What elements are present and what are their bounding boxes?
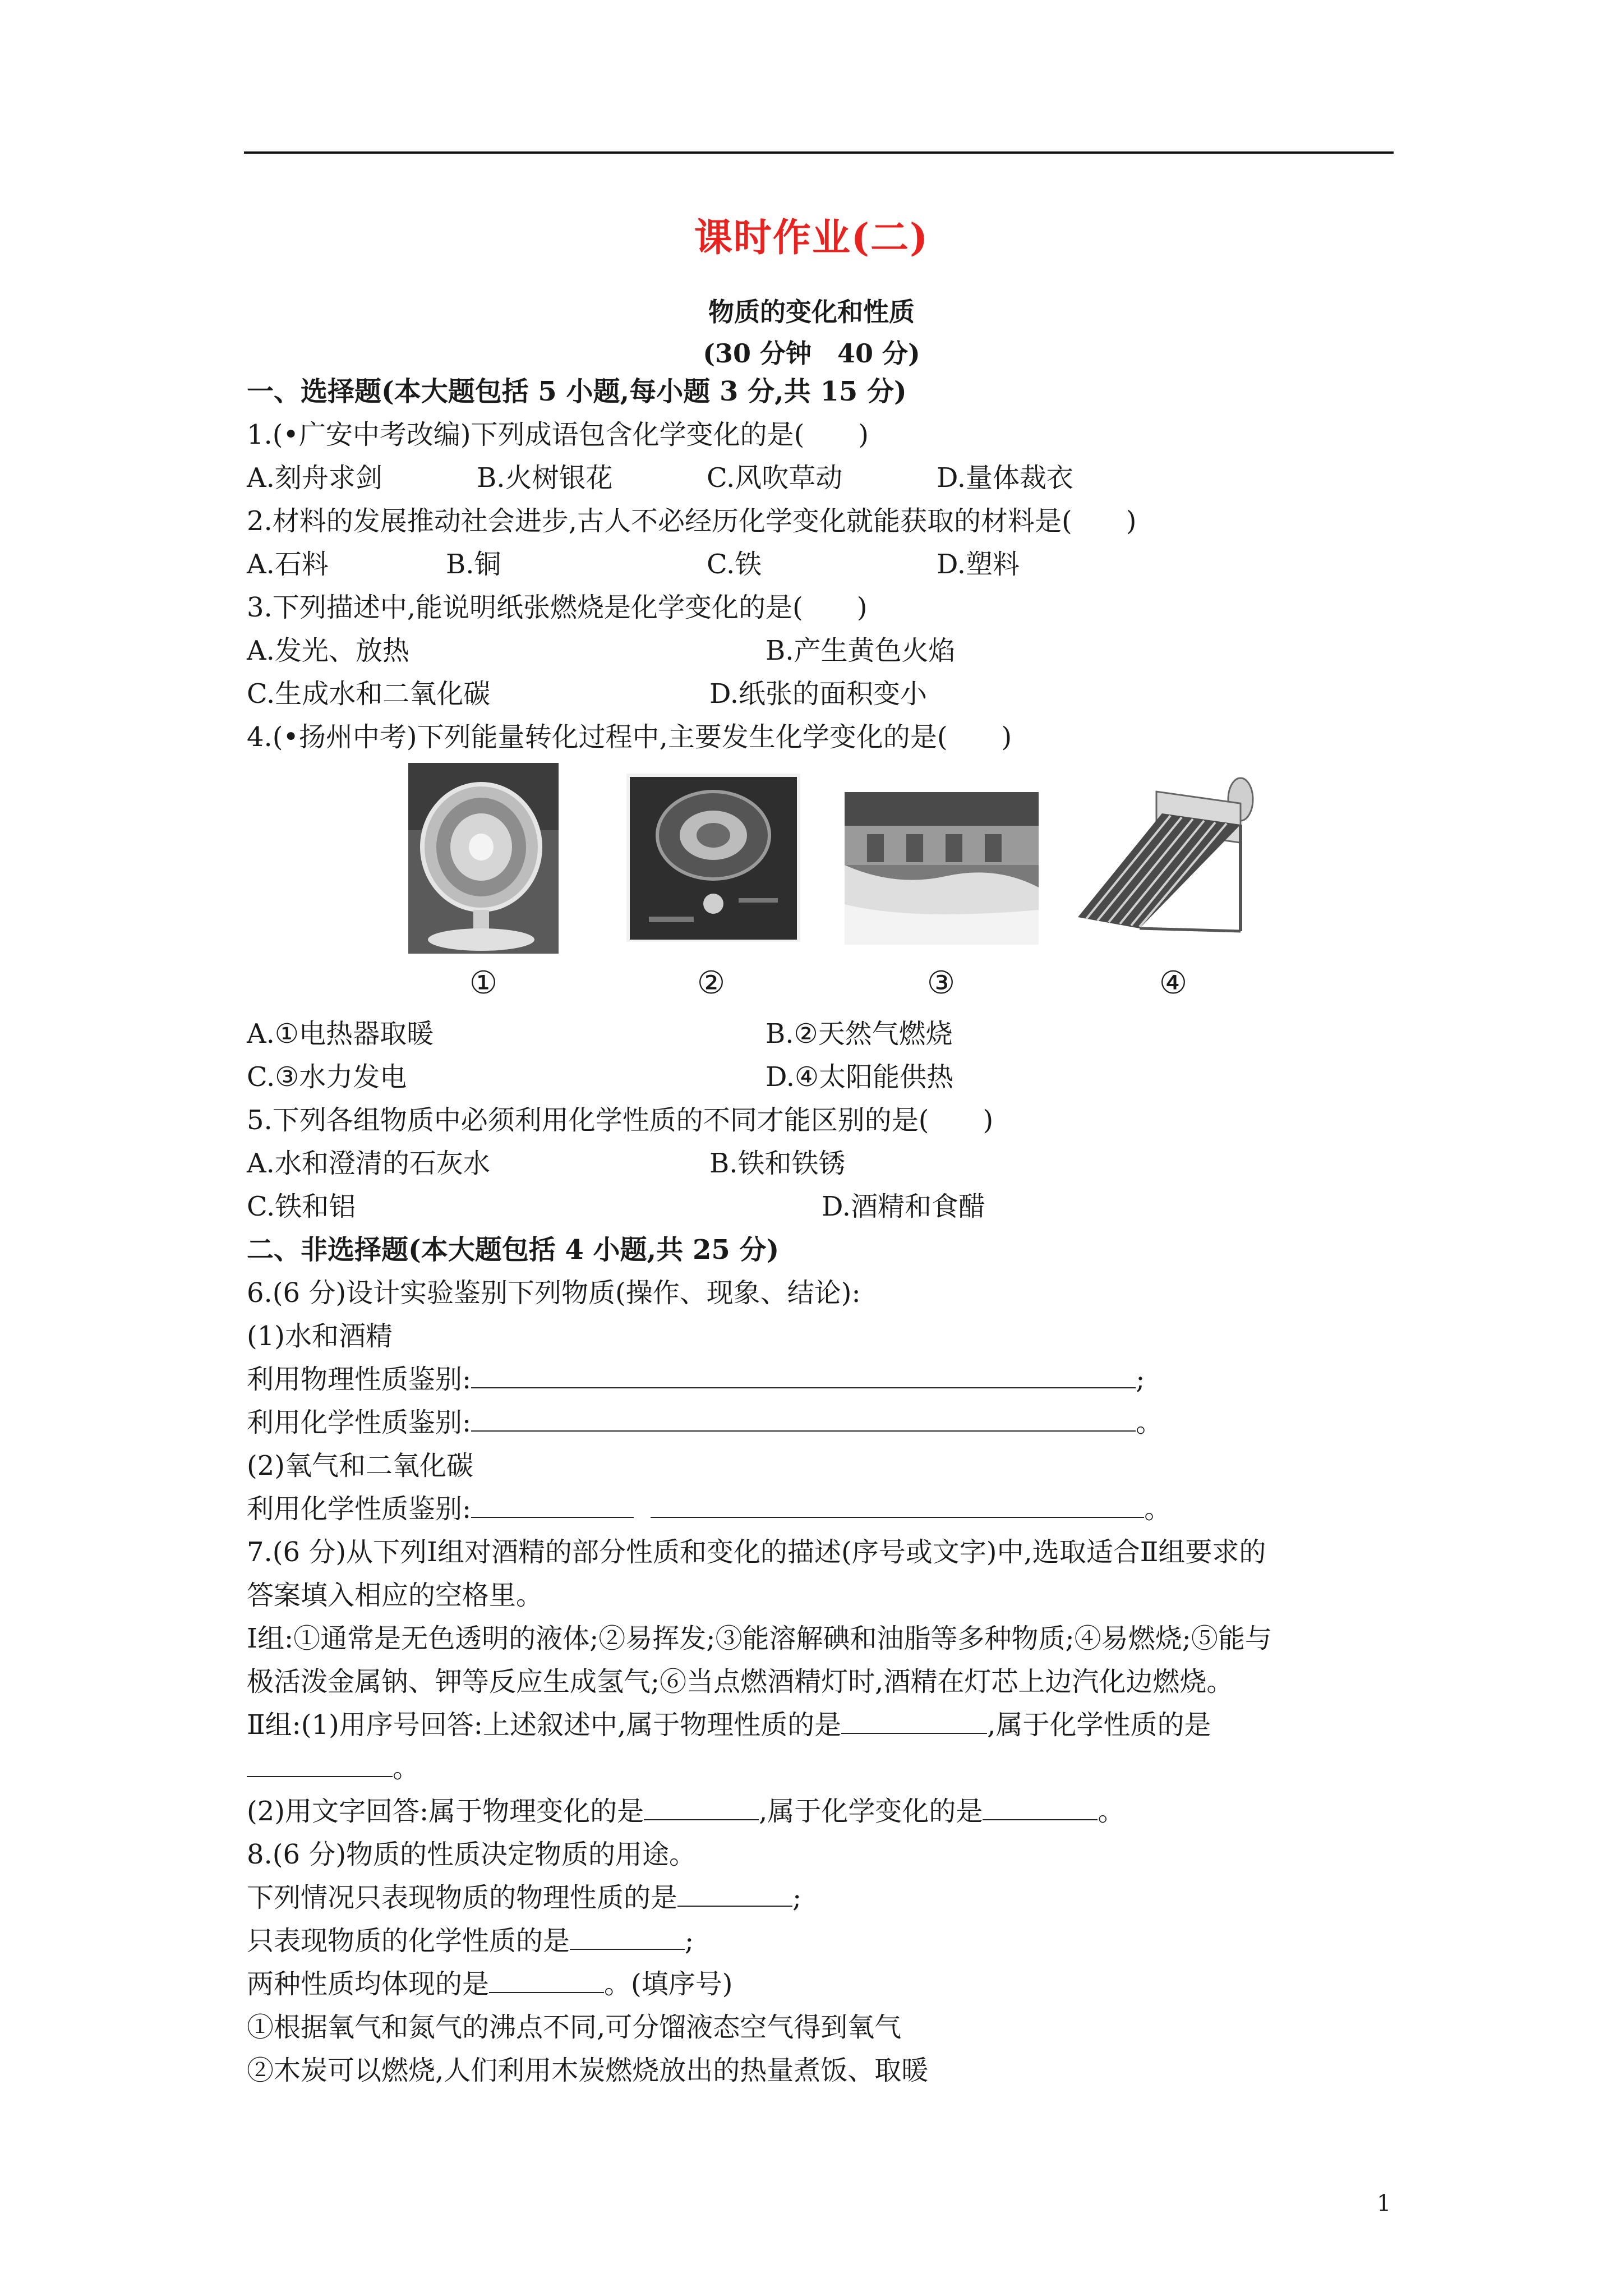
q3-options-ab	[247, 634, 956, 668]
q4-caption-4: ④	[1159, 965, 1188, 1001]
q4-option-a: A.①电热器取暖	[247, 1018, 434, 1050]
q1-option-c: C.风吹草动	[707, 462, 843, 494]
q4-caption-1: ①	[469, 965, 498, 1001]
q6-chemical2-blank-1[interactable]	[471, 1494, 634, 1518]
q2-option-b: B.铜	[446, 549, 501, 580]
header-rule	[244, 151, 1394, 154]
q3-option-a: A.发光、放热	[247, 635, 409, 666]
q6-chemical2-row	[247, 1492, 1171, 1526]
q7-chemical-prop-label: ,属于化学性质的是	[987, 1709, 1211, 1741]
q7-chemical-prop-blank[interactable]	[247, 1754, 393, 1777]
q3-option-c: C.生成水和二氧化碳	[247, 678, 491, 710]
q5-stem: 5.下列各组物质中必须利用化学性质的不同才能区别的是( )	[247, 1105, 994, 1136]
q7-group1-line2: 极活泼金属钠、钾等反应生成氢气;⑥当点燃酒精灯时,酒精在灯芯上边汽化边燃烧。	[247, 1666, 1234, 1697]
q6-physical-answer-blank[interactable]	[471, 1365, 1136, 1388]
q4-options-cd	[247, 1060, 953, 1094]
q6-period: 。	[1136, 1407, 1163, 1438]
q8-item-1: ①根据氧气和氮气的沸点不同,可分馏液态空气得到氧气	[247, 2012, 902, 2043]
q8-physical-label: 下列情况只表现物质的物理性质的是	[247, 1882, 678, 1913]
q8-item-2: ②木炭可以燃烧,人们利用木炭燃烧放出的热量煮饭、取暖	[247, 2055, 929, 2086]
hydropower-dam-image	[845, 792, 1039, 945]
q6-stem: 6.(6 分)设计实验鉴别下列物质(操作、现象、结论):	[247, 1277, 861, 1309]
q6-part1: (1)水和酒精	[247, 1320, 393, 1352]
q5-option-b: B.铁和铁锈	[709, 1148, 846, 1179]
q5-option-d: D.酒精和食醋	[822, 1191, 986, 1222]
q4-options-ab	[247, 1017, 953, 1051]
q1-option-a: A.刻舟求剑	[247, 462, 382, 494]
q8-line1	[247, 1881, 801, 1915]
q7-period-2: 。	[1098, 1796, 1125, 1827]
q3-option-b: B.产生黄色火焰	[766, 635, 956, 666]
q2-option-c: C.铁	[707, 549, 762, 580]
q8-chemical-label: 只表现物质的化学性质的是	[247, 1925, 570, 1957]
q7-physical-change-label: (2)用文字回答:属于物理变化的是	[247, 1796, 644, 1827]
q8-semicolon-2: ;	[685, 1925, 694, 1957]
q6-chemical2-label: 利用化学性质鉴别:	[247, 1493, 472, 1525]
q7-stem-line2: 答案填入相应的空格里。	[247, 1580, 543, 1611]
q6-chemical2-blank-2[interactable]	[651, 1494, 1144, 1518]
q1-option-b: B.火树银花	[477, 462, 613, 494]
q8-chemical-blank[interactable]	[570, 1926, 685, 1950]
q7-group1-line1: Ⅰ组:①通常是无色透明的液体;②易挥发;③能溶解碘和油脂等多种物质;④易燃烧;⑤能与	[247, 1623, 1272, 1654]
q4-option-c: C.③水力发电	[247, 1061, 407, 1093]
page-subtitle: 物质的变化和性质	[708, 297, 915, 327]
q3-stem: 3.下列描述中,能说明纸张燃烧是化学变化的是( )	[247, 592, 868, 623]
q4-option-d: D.④太阳能供热	[766, 1061, 954, 1093]
q2-option-d: D.塑料	[937, 549, 1020, 580]
q8-stem: 8.(6 分)物质的性质决定物质的用途。	[247, 1839, 697, 1870]
q8-both-label: 两种性质均体现的是	[247, 1968, 490, 2000]
q7-period: 。	[393, 1752, 420, 1784]
q1-stem: 1.(•广安中考改编)下列成语包含化学变化的是( )	[247, 419, 869, 450]
q1-options	[247, 461, 1073, 495]
q5-options-ab	[247, 1147, 846, 1180]
q6-chemical-answer-blank[interactable]	[471, 1408, 1136, 1432]
q6-period-2: 。	[1144, 1493, 1172, 1525]
q7-stem-line1: 7.(6 分)从下列Ⅰ组对酒精的部分性质和变化的描述(序号或文字)中,选取适合Ⅱ组要求的	[247, 1536, 1266, 1568]
q7-chemical-prop-row	[247, 1751, 419, 1785]
q3-options-cd	[247, 677, 927, 711]
q5-option-c: C.铁和铝	[247, 1191, 356, 1222]
time-score: (30 分钟 40 分)	[703, 338, 920, 369]
q6-chemical-row	[247, 1406, 1163, 1439]
q7-physical-prop-label: Ⅱ组:(1)用序号回答:上述叙述中,属于物理性质的是	[247, 1709, 842, 1741]
q3-option-d: D.纸张的面积变小	[709, 678, 928, 710]
q4-caption-3: ③	[926, 965, 956, 1001]
q6-physical-label: 利用物理性质鉴别:	[247, 1364, 472, 1395]
q5-options-cd	[247, 1190, 985, 1223]
electric-heater-image	[408, 763, 559, 954]
q7-physical-prop-blank[interactable]	[841, 1710, 987, 1734]
q8-both-blank[interactable]	[489, 1970, 604, 1993]
q7-chemical-change-label: ,属于化学变化的是	[759, 1796, 983, 1827]
q7-part2-row	[247, 1795, 1124, 1828]
q8-line2	[247, 1924, 694, 1958]
q2-options	[247, 547, 1020, 581]
q6-part2: (2)氧气和二氧化碳	[247, 1450, 473, 1481]
q7-chemical-change-blank[interactable]	[983, 1797, 1098, 1820]
q8-line3	[247, 1967, 732, 2001]
q4-stem: 4.(•扬州中考)下列能量转化过程中,主要发生化学变化的是( )	[247, 721, 1012, 753]
q6-chemical-label: 利用化学性质鉴别:	[247, 1407, 472, 1438]
q5-option-a: A.水和澄清的石灰水	[247, 1148, 490, 1179]
q4-caption-2: ②	[697, 965, 726, 1001]
gas-stove-image	[626, 774, 800, 942]
section-2-heading: 二、非选择题(本大题包括 4 小题,共 25 分)	[247, 1234, 780, 1266]
q7-physical-change-blank[interactable]	[644, 1797, 759, 1820]
q1-option-d: D.量体裁衣	[937, 462, 1074, 494]
q8-physical-blank[interactable]	[677, 1883, 792, 1907]
q6-physical-row	[247, 1363, 1145, 1396]
q6-semicolon: ;	[1136, 1364, 1145, 1395]
q2-option-a: A.石料	[247, 549, 329, 580]
q8-fill-note: 。(填序号)	[604, 1968, 733, 2000]
page-title: 课时作业(二)	[694, 215, 929, 260]
q2-stem: 2.材料的发展推动社会进步,古人不必经历化学变化就能获取的材料是( )	[247, 505, 1137, 537]
page-number: 1	[1377, 2191, 1391, 2216]
section-1-heading: 一、选择题(本大题包括 5 小题,每小题 3 分,共 15 分)	[247, 376, 907, 407]
solar-water-heater-image	[1072, 774, 1257, 937]
q8-semicolon-1: ;	[792, 1882, 802, 1913]
q4-option-b: B.②天然气燃烧	[766, 1018, 953, 1050]
q7-group2-row	[247, 1708, 1211, 1742]
